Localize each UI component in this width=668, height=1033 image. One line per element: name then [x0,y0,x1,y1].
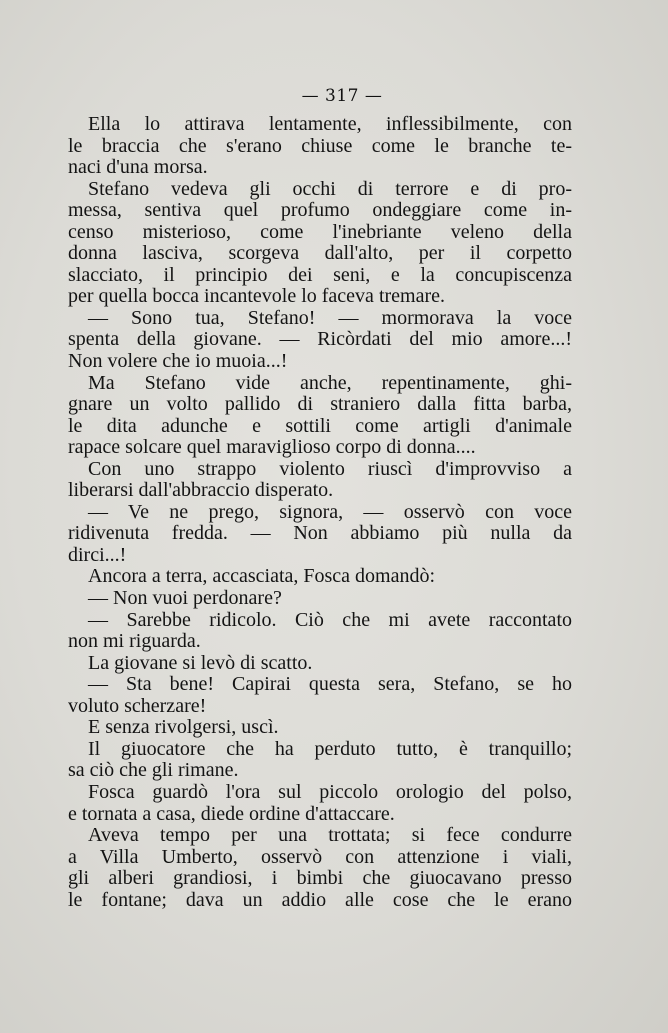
text-line: sa ciò che gli rimane. [68,760,239,782]
text-line: rapace solcare quel maraviglioso corpo di donna.... [68,437,476,459]
text-line: — Sono tua, Stefano! — mormorava la voce [88,307,572,329]
page-number: — 317 — [301,86,383,106]
text-line: Stefano vedeva gli occhi di terrore e di pro- [88,178,572,200]
text-line: le braccia che s'erano chiuse come le branche te- [68,135,572,157]
text-line: voluto scherzare! [68,695,207,717]
text-line: Fosca guardò l'ora sul piccolo orologio del polso, [88,781,572,803]
text-line: Il giuocatore che ha perduto tutto, è tranquillo; [88,738,572,760]
text-line: La giovane si levò di scatto. [88,652,313,674]
text-line: Aveva tempo per una trottata; si fece condurre [88,825,572,847]
text-line: spenta della giovane. — Ricòrdati del mio amore...! [68,329,572,351]
text-line: — Non vuoi perdonare? [88,588,282,610]
text-line: messa, sentiva quel profumo ondeggiare come in- [68,200,572,222]
text-line: a Villa Umberto, osservò con attenzione i viali, [68,846,572,868]
text-line: per quella bocca incantevole lo faceva tremare. [68,286,446,308]
text-line: ridivenuta fredda. — Non abbiamo più nulla da [68,523,572,545]
text-line: naci d'una morsa. [68,157,208,179]
text-line: gli alberi grandiosi, i bimbi che giuocavano presso [68,868,572,890]
text-line: le dita adunche e sottili come artigli d'animale [68,415,572,437]
text-line: donna lasciva, scorgeva dall'alto, per il corpetto [68,243,572,265]
text-line: — Sta bene! Capirai questa sera, Stefano, se ho [88,674,572,696]
text-line: Ella lo attirava lentamente, inflessibilmente, con [88,114,572,135]
text-line: liberarsi dall'abbraccio disperato. [68,480,334,502]
text-line: censo misterioso, come l'inebriante veleno della [68,221,572,243]
text-line: slacciato, il principio dei seni, e la concupiscenza [68,264,572,286]
text-line: — Ve ne prego, signora, — osservò con voce [88,501,572,523]
text-line: Ma Stefano vide anche, repentinamente, ghi- [88,372,572,394]
body-text [68,114,572,911]
text-line: — Sarebbe ridicolo. Ciò che mi avete raccontato [88,609,572,631]
text-line: non mi riguarda. [68,631,201,653]
text-line: e tornata a casa, diede ordine d'attaccare. [68,803,395,825]
text-line: E senza rivolgersi, uscì. [88,717,279,739]
text-line: Ancora a terra, accasciata, Fosca domandò: [88,566,436,588]
text-line: Non volere che io muoia...! [68,351,288,373]
text-line: dirci...! [68,544,127,566]
text-line: le fontane; dava un addio alle cose che le erano [68,889,572,911]
text-line: gnare un volto pallido di straniero dalla fitta barba, [68,394,572,416]
text-line: Con uno strappo violento riuscì d'improvviso a [88,458,572,480]
